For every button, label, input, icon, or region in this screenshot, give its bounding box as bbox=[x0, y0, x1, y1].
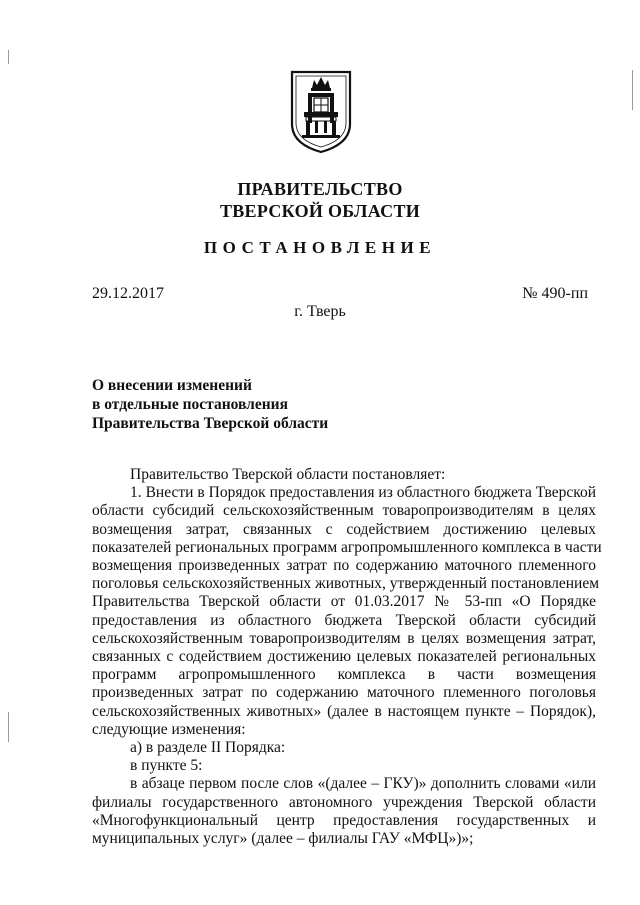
body-line: в абзаце первом после слов «(далее – ГКУ)» дополнить словами «или bbox=[130, 775, 596, 793]
tver-coat-of-arms-icon bbox=[288, 68, 354, 154]
body-line: области субсидий сельскохозяйственным товаропроизводителям в целях bbox=[92, 502, 596, 520]
body-line: муниципальных услуг» (далее – филиалы ГАУ «МФЦ»)»; bbox=[92, 830, 474, 848]
body-line: возмещения затрат, связанных с содействием достижению целевых bbox=[92, 520, 596, 538]
body-line: следующие изменения: bbox=[92, 720, 246, 738]
body-line: в пункте 5: bbox=[130, 757, 203, 775]
body-line: предоставления из областного бюджета Тверской области субсидий bbox=[92, 611, 596, 629]
document-body bbox=[92, 466, 602, 848]
body-line: поголовья сельскохозяйственных животных, утвержденный постановлением bbox=[92, 575, 600, 593]
body-line: 1. Внести в Порядок предоставления из областного бюджета Тверской bbox=[130, 484, 596, 502]
body-line: возмещения произведенных затрат по содержанию маточного племенного bbox=[92, 557, 596, 575]
body-line: Правительства Тверской области от 01.03.2017 № 53-пп «О Порядке bbox=[92, 593, 596, 611]
body-line: Правительство Тверской области постановляет: bbox=[130, 466, 446, 483]
issuing-authority-line-2: ТВЕРСКОЙ ОБЛАСТИ bbox=[219, 201, 421, 221]
body-line: показателей региональных программ агропромышленного комплекса в части bbox=[92, 538, 602, 556]
body-line: «Многофункциональный центр предоставления государственных и bbox=[92, 811, 596, 829]
document-subject bbox=[92, 376, 328, 433]
body-line: произведенных затрат по содержанию маточного племенного поголовья bbox=[92, 684, 596, 702]
subject-line: Правительства Тверской области bbox=[92, 415, 329, 432]
issuing-authority-line-1: ПРАВИТЕЛЬСТВО bbox=[237, 179, 403, 199]
body-line: сельскохозяйственных животных» (далее в настоящем пункте – Порядок), bbox=[92, 702, 596, 720]
body-line: программ агропромышленного комплекса в части возмещения bbox=[92, 666, 596, 684]
document-city: г. Тверь bbox=[294, 303, 346, 320]
document-date: 29.12.2017 bbox=[92, 285, 164, 302]
document-type: ПОСТАНОВЛЕНИЕ bbox=[203, 238, 437, 257]
scan-margin-mark bbox=[8, 712, 9, 742]
document-number: № 490-пп bbox=[522, 285, 588, 302]
scan-margin-mark bbox=[632, 70, 633, 110]
subject-line: О внесении изменений bbox=[92, 377, 252, 394]
subject-line: в отдельные постановления bbox=[92, 396, 288, 413]
body-line: филиалы государственного автономного учреждения Тверской области bbox=[92, 793, 596, 811]
body-line: связанных с содействием достижению целевых показателей региональных bbox=[92, 648, 596, 666]
body-line: а) в разделе II Порядка: bbox=[130, 739, 286, 757]
body-line: сельскохозяйственным товаропроизводителям в целях возмещения затрат, bbox=[92, 629, 596, 647]
scan-margin-mark bbox=[8, 50, 9, 64]
